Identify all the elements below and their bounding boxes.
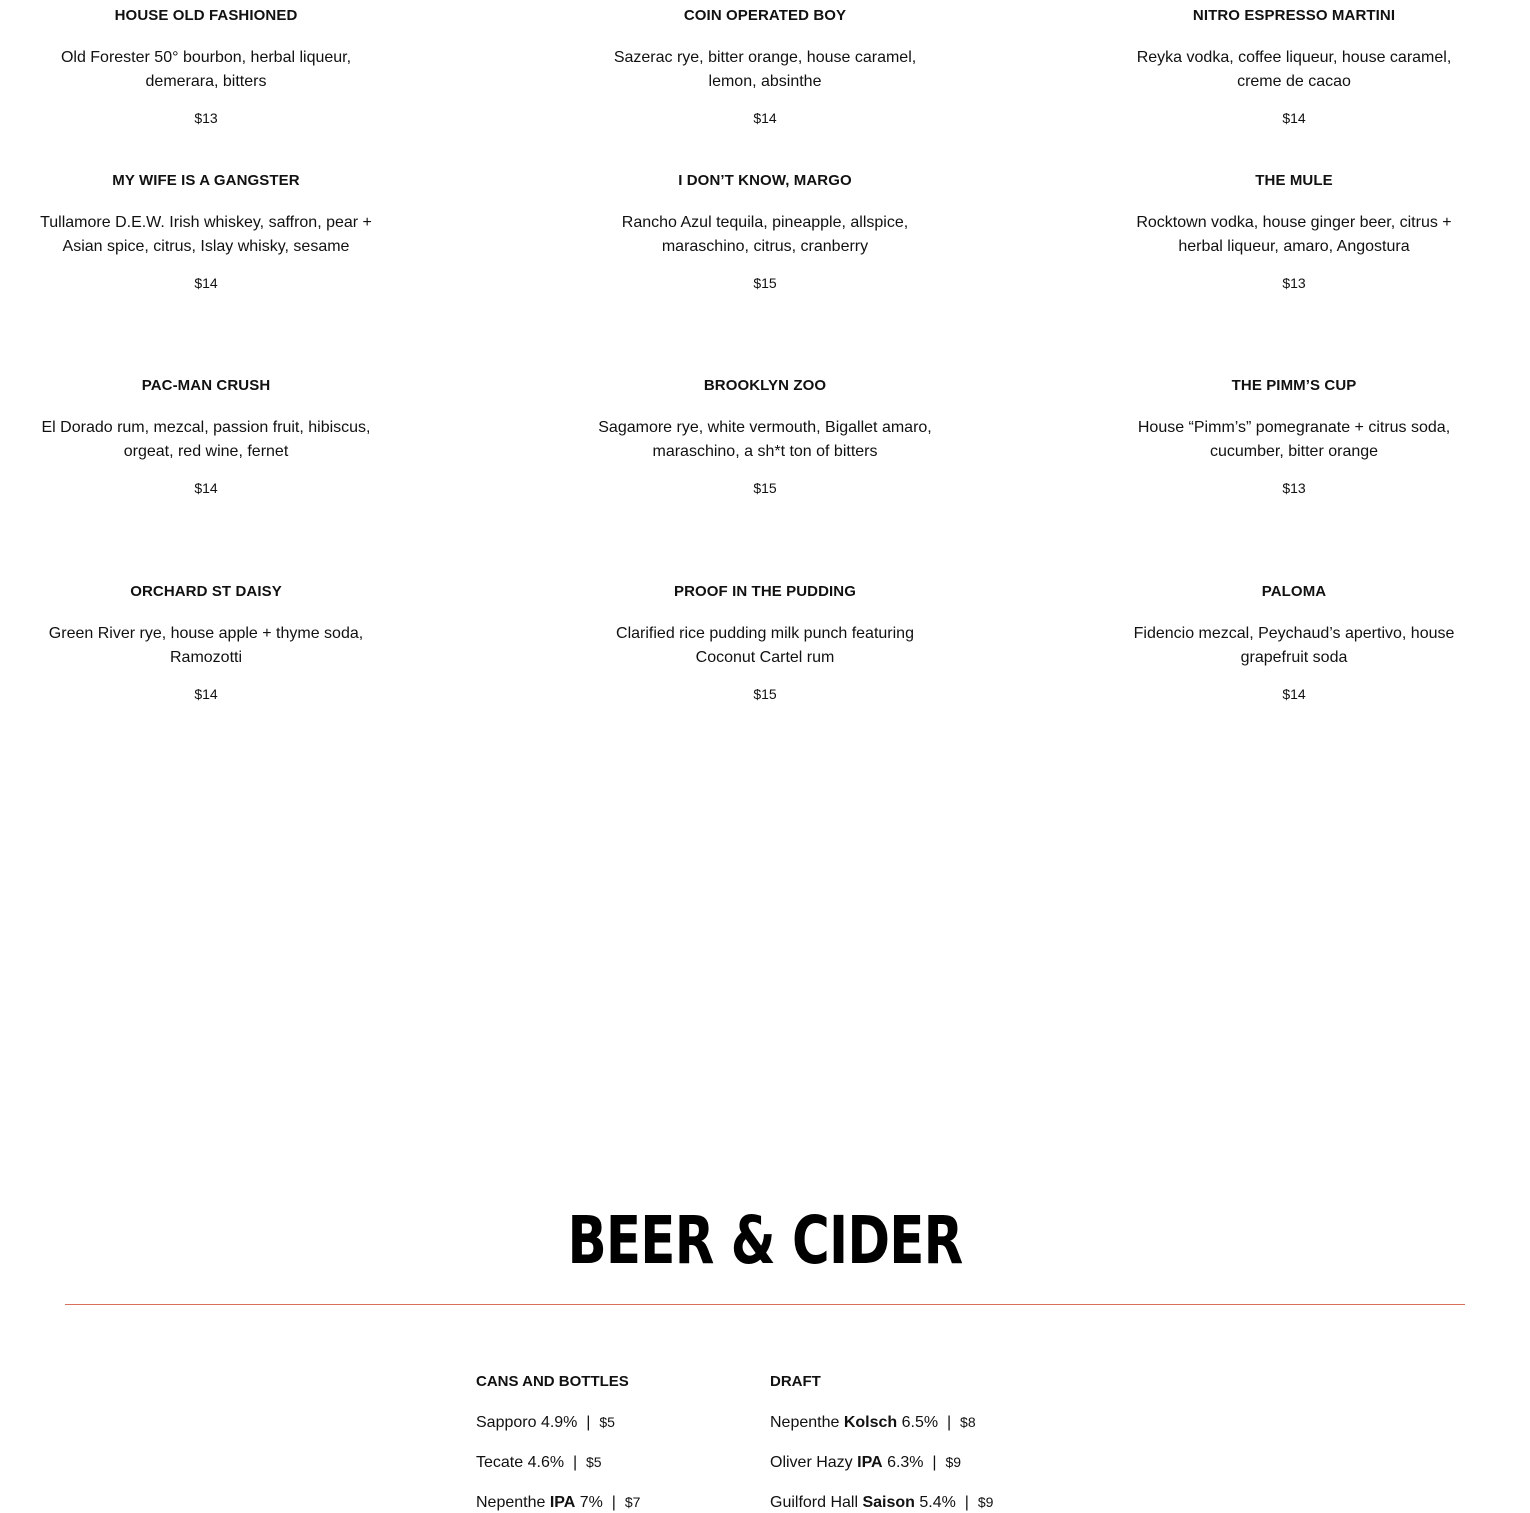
cocktail-description: Tullamore D.E.W. Irish whiskey, saffron, pear + Asian spice, citrus, Islay whisky, sesame — [40, 214, 372, 255]
beer-item: Oliver Hazy IPA 6.3% | $9 — [770, 1454, 962, 1471]
beer-abv: 6.5% — [901, 1414, 939, 1431]
cocktail-name: COIN OPERATED BOY — [683, 7, 847, 24]
cocktail-price: $14 — [194, 275, 218, 291]
cocktail-description: Fidencio mezcal, Peychaud’s apertivo, house grapefruit soda — [1133, 625, 1455, 666]
beer-name: Tecate — [476, 1454, 528, 1471]
cocktail-description: Reyka vodka, coffee liqueur, house caramel, creme de cacao — [1136, 49, 1452, 90]
beer-style: Saison — [862, 1494, 915, 1511]
cocktail-item — [26, 576, 386, 704]
cocktail-description: House “Pimm’s” pomegranate + citrus soda, cucumber, bitter orange — [1137, 419, 1451, 460]
beer-item: Sapporo 4.9% | $5 — [476, 1414, 615, 1431]
cocktail-price: $13 — [1282, 480, 1306, 496]
cocktail-name: PAC-MAN CRUSH — [141, 377, 271, 394]
beer-item: Tecate 4.6% | $5 — [476, 1454, 602, 1471]
beer-style: IPA — [549, 1494, 576, 1511]
cocktail-name: ORCHARD ST DAISY — [130, 583, 282, 600]
beer-price: $5 — [599, 1414, 615, 1430]
cocktail-item — [26, 165, 386, 293]
cocktail-price: $14 — [1282, 110, 1306, 126]
beer-item: Guilford Hall Saison 5.4% | $9 — [770, 1494, 994, 1511]
beer-abv: 4.9% — [540, 1414, 578, 1431]
beer-list-draft — [770, 1372, 1090, 1512]
cocktail-price: $13 — [1282, 275, 1306, 291]
cocktail-price: $15 — [753, 686, 777, 702]
cocktail-item — [585, 0, 945, 128]
beer-price: $9 — [977, 1494, 994, 1510]
cocktail-description: Rancho Azul tequila, pineapple, allspice, maraschino, citrus, cranberry — [621, 214, 909, 255]
cocktail-item — [1114, 576, 1474, 704]
beer-name: Nepenthe — [770, 1414, 844, 1431]
cocktail-price: $14 — [753, 110, 777, 126]
beer-abv: 6.3% — [887, 1454, 924, 1471]
cocktail-item — [1114, 165, 1474, 293]
cocktail-name: PROOF IN THE PUDDING — [673, 583, 856, 600]
beer-style: IPA — [857, 1454, 883, 1471]
cocktail-name: MY WIFE IS A GANGSTER — [112, 172, 300, 189]
cocktail-item — [585, 576, 945, 704]
cocktail-item — [1114, 370, 1474, 498]
beer-item: Nepenthe Kolsch 6.5% | $8 — [770, 1414, 976, 1431]
section-title-beer-cider: BEER & CIDER — [567, 1202, 963, 1279]
cocktail-item — [26, 370, 386, 498]
cocktail-price: $13 — [194, 110, 218, 126]
cocktail-price: $15 — [753, 275, 777, 291]
cocktail-description: Clarified rice pudding milk punch featuring Coconut Cartel rum — [616, 625, 914, 666]
cocktail-description: Sazerac rye, bitter orange, house caramel, lemon, absinthe — [613, 49, 917, 90]
beer-abv: 5.4% — [919, 1494, 956, 1511]
beer-name: Oliver Hazy — [770, 1454, 858, 1471]
cocktail-description: Rocktown vodka, house ginger beer, citrus + herbal liqueur, amaro, Angostura — [1136, 214, 1452, 255]
beer-item: Nepenthe IPA 7% | $7 — [476, 1494, 641, 1511]
beer-heading-cans: CANS AND BOTTLES — [476, 1373, 629, 1390]
beer-name: Sapporo — [476, 1414, 541, 1431]
beer-name: Nepenthe — [476, 1494, 550, 1511]
beer-heading-draft: DRAFT — [770, 1373, 821, 1390]
beer-style: Kolsch — [843, 1414, 898, 1431]
cocktail-name: BROOKLYN ZOO — [703, 377, 827, 394]
cocktail-item — [1114, 0, 1474, 128]
cocktail-price: $14 — [194, 686, 218, 702]
beer-abv: 7% — [579, 1494, 603, 1511]
cocktail-item — [585, 165, 945, 293]
beer-list-cans — [476, 1372, 746, 1512]
cocktail-price: $14 — [1282, 686, 1306, 702]
cocktail-name: PALOMA — [1261, 583, 1327, 600]
beer-price: $7 — [624, 1494, 641, 1510]
beer-price: $9 — [945, 1454, 962, 1470]
cocktail-item — [26, 0, 386, 128]
cocktail-item — [585, 370, 945, 498]
section-divider — [65, 1304, 1465, 1305]
beer-price: $8 — [960, 1414, 976, 1430]
cocktail-description: El Dorado rum, mezcal, passion fruit, hibiscus, orgeat, red wine, fernet — [41, 419, 371, 460]
cocktail-description: Green River rye, house apple + thyme soda, Ramozotti — [48, 625, 364, 666]
cocktail-name: I DON’T KNOW, MARGO — [678, 172, 852, 189]
cocktail-price: $15 — [753, 480, 777, 496]
beer-name: Guilford Hall — [770, 1494, 863, 1511]
cocktail-description: Sagamore rye, white vermouth, Bigallet amaro, maraschino, a sh*t ton of bitters — [598, 419, 932, 460]
beer-abv: 4.6% — [527, 1454, 565, 1471]
cocktail-name: THE PIMM’S CUP — [1231, 377, 1357, 394]
cocktail-price: $14 — [194, 480, 218, 496]
cocktail-name: THE MULE — [1255, 172, 1333, 189]
cocktail-description: Old Forester 50° bourbon, herbal liqueur, demerara, bitters — [60, 49, 352, 90]
cocktail-name: HOUSE OLD FASHIONED — [114, 7, 298, 24]
beer-price: $5 — [586, 1454, 602, 1470]
cocktail-name: NITRO ESPRESSO MARTINI — [1192, 7, 1396, 24]
